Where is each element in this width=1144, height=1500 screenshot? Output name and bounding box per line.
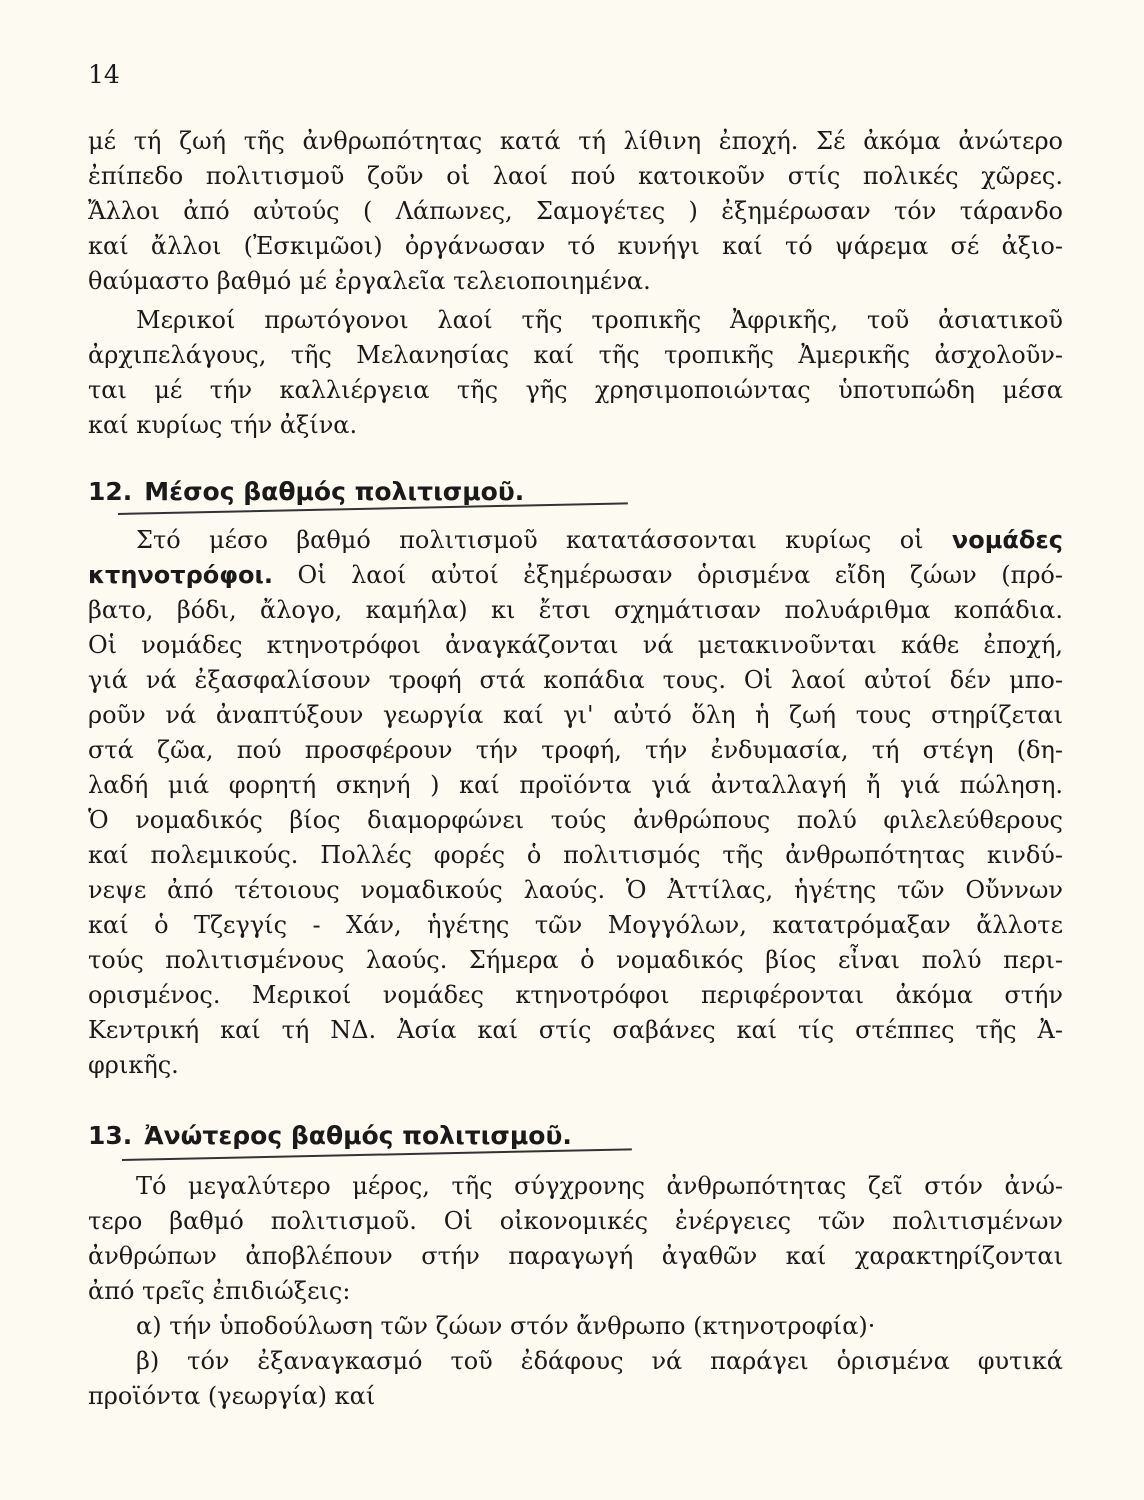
text-line: γιά νά ἐξασφαλίσουν τροφή στά κοπάδια τους. Οἱ λαοί αὐτοί δέν μπο- [88,666,1063,694]
text-line: ται μέ τήν καλλιέργεια τῆς γῆς χρησιμοποιώντας ὑποτυπώδη μέσα [88,376,1063,404]
list-item-a: α) τήν ὑποδούλωση τῶν ζώων στόν ἄνθρωπο (κτηνοτροφία)· [136,1312,876,1340]
bold-term: νομάδες [951,526,1063,554]
list-item-b: β) τόν ἐξαναγκασμό τοῦ ἐδάφους νά παράγει ὁρισμένα φυτικά [136,1347,1063,1375]
text-line: φρικῆς. [88,1051,179,1079]
text-line: Οἱ νομάδες κτηνοτρόφοι ἀναγκάζονται νά μετακινοῦνται κάθε ἐποχή, [88,631,1063,659]
text-line: ἀρχιπελάγους, τῆς Μελανησίας καί τῆς τροπικῆς Ἀμερικῆς ἀσχολοῦν- [88,341,1063,369]
text-line: λαδή μιά φορητή σκηνή ) καί προϊόντα γιά ἀνταλλαγή ἤ γιά πώληση. [88,771,1063,799]
text-line: καί πολεμικούς. Πολλές φορές ὁ πολιτισμός τῆς ἀνθρωπότητας κινδύ- [88,841,1063,869]
section-12-body [88,523,1063,1083]
page-number: 14 [88,60,120,89]
text-line: ροῦν νά ἀναπτύξουν γεωργία καί γι' αὐτό ὅλη ἡ ζωή τους στηρίζεται [88,701,1063,729]
text-line: Κεντρική καί τή ΝΔ. Ἀσία καί στίς σαβάνες καί τίς στέππες τῆς Ἀ- [88,1016,1063,1044]
text-line: Τό μεγαλύτερο μέρος, τῆς σύγχρονης ἀνθρωπότητας ζεῖ στόν ἀνώ- [136,1172,1063,1200]
text-line: τερο βαθμό πολιτισμοῦ. Οἱ οἰκονομικές ἐνέργειες τῶν πολιτισμένων [88,1207,1063,1235]
text-span: Οἱ λαοί αὐτοί ἐξημέρωσαν ὁρισμένα εἴδη ζώων (πρό- [297,561,1063,589]
text-line: ἐπίπεδο πολιτισμοῦ ζοῦν οἱ λαοί πού κατοικοῦν στίς πολικές χῶρες. [88,162,1063,190]
text-line: νεψε ἀπό τέτοιους νομαδικούς λαούς. Ὁ Ἀττίλας, ἡγέτης τῶν Οὔννων [88,876,1063,904]
text-line: καί κυρίως τήν ἀξίνα. [88,411,358,439]
text-line [88,558,1063,593]
text-line: ἀνθρώπων ἀποβλέπουν στήν παραγωγή ἀγαθῶν καί χαρακτηρίζονται [88,1242,1063,1270]
section-12-heading [88,474,524,509]
text-line: μέ τή ζωή τῆς ἀνθρωπότητας κατά τή λίθινη ἐποχή. Σέ ἀκόμα ἀνώτερο [88,127,1063,155]
text-line: στά ζῶα, πού προσφέρουν τήν τροφή, τήν ἐνδυμασία, τή στέγη (δη- [88,736,1063,764]
text-line: καί ὁ Τζεγγίς - Χάν, ἡγέτης τῶν Μογγόλων, κατατρόμαξαν ἄλλοτε [88,911,1063,939]
section-13-title: Ἀνώτερος βαθμός πολιτισμοῦ. [144,1121,572,1150]
section-12-title: Μέσος βαθμός πολιτισμοῦ. [144,477,525,506]
section-13-heading [88,1118,572,1153]
text-line: Μερικοί πρωτόγονοι λαοί τῆς τροπικῆς Ἀφρικῆς, τοῦ ἀσιατικοῦ [136,306,1063,334]
text-line: βατο, βόδι, ἄλογο, καμήλα) κι ἔτσι σχημάτισαν πολυάριθμα κοπάδια. [88,596,1063,624]
text-line: ἀπό τρεῖς ἐπιδιώξεις: [88,1277,351,1305]
text-line [88,523,1063,558]
text-line: Ἄλλοι ἀπό αὐτούς ( Λάπωνες, Σαμογέτες ) ἐξημέρωσαν τόν τάρανδο [88,197,1063,225]
section-13-number: 13. [88,1121,133,1150]
text-line: Ὁ νομαδικός βίος διαμορφώνει τούς ἀνθρώπους πολύ φιλελεύθερους [88,806,1063,834]
text-line: τούς πολιτισμένους λαούς. Σήμερα ὁ νομαδικός βίος εἶναι πολύ περι- [88,946,1063,974]
paragraph-polar-peoples [88,124,1063,299]
list-item-b-continued: προϊόντα (γεωργία) καί [88,1382,376,1410]
text-line: θαύμαστο βαθμό μέ ἐργαλεῖα τελειοποιημένα. [88,267,651,295]
paragraph-primitive-farmers [88,303,1063,443]
text-line: ορισμένος. Μερικοί νομάδες κτηνοτρόφοι περιφέρονται ἀκόμα στήν [88,981,1063,1009]
text-line: καί ἄλλοι (Ἐσκιμῶοι) ὀργάνωσαν τό κυνήγι καί τό ψάρεμα σέ ἀξιο- [88,232,1063,260]
section-13-body [88,1169,1063,1414]
section-12-number: 12. [88,477,133,506]
bold-term: κτηνοτρόφοι. [88,561,274,589]
text-span: Στό μέσο βαθμό πολιτισμοῦ κατατάσσονται κυρίως οἱ [136,526,924,554]
